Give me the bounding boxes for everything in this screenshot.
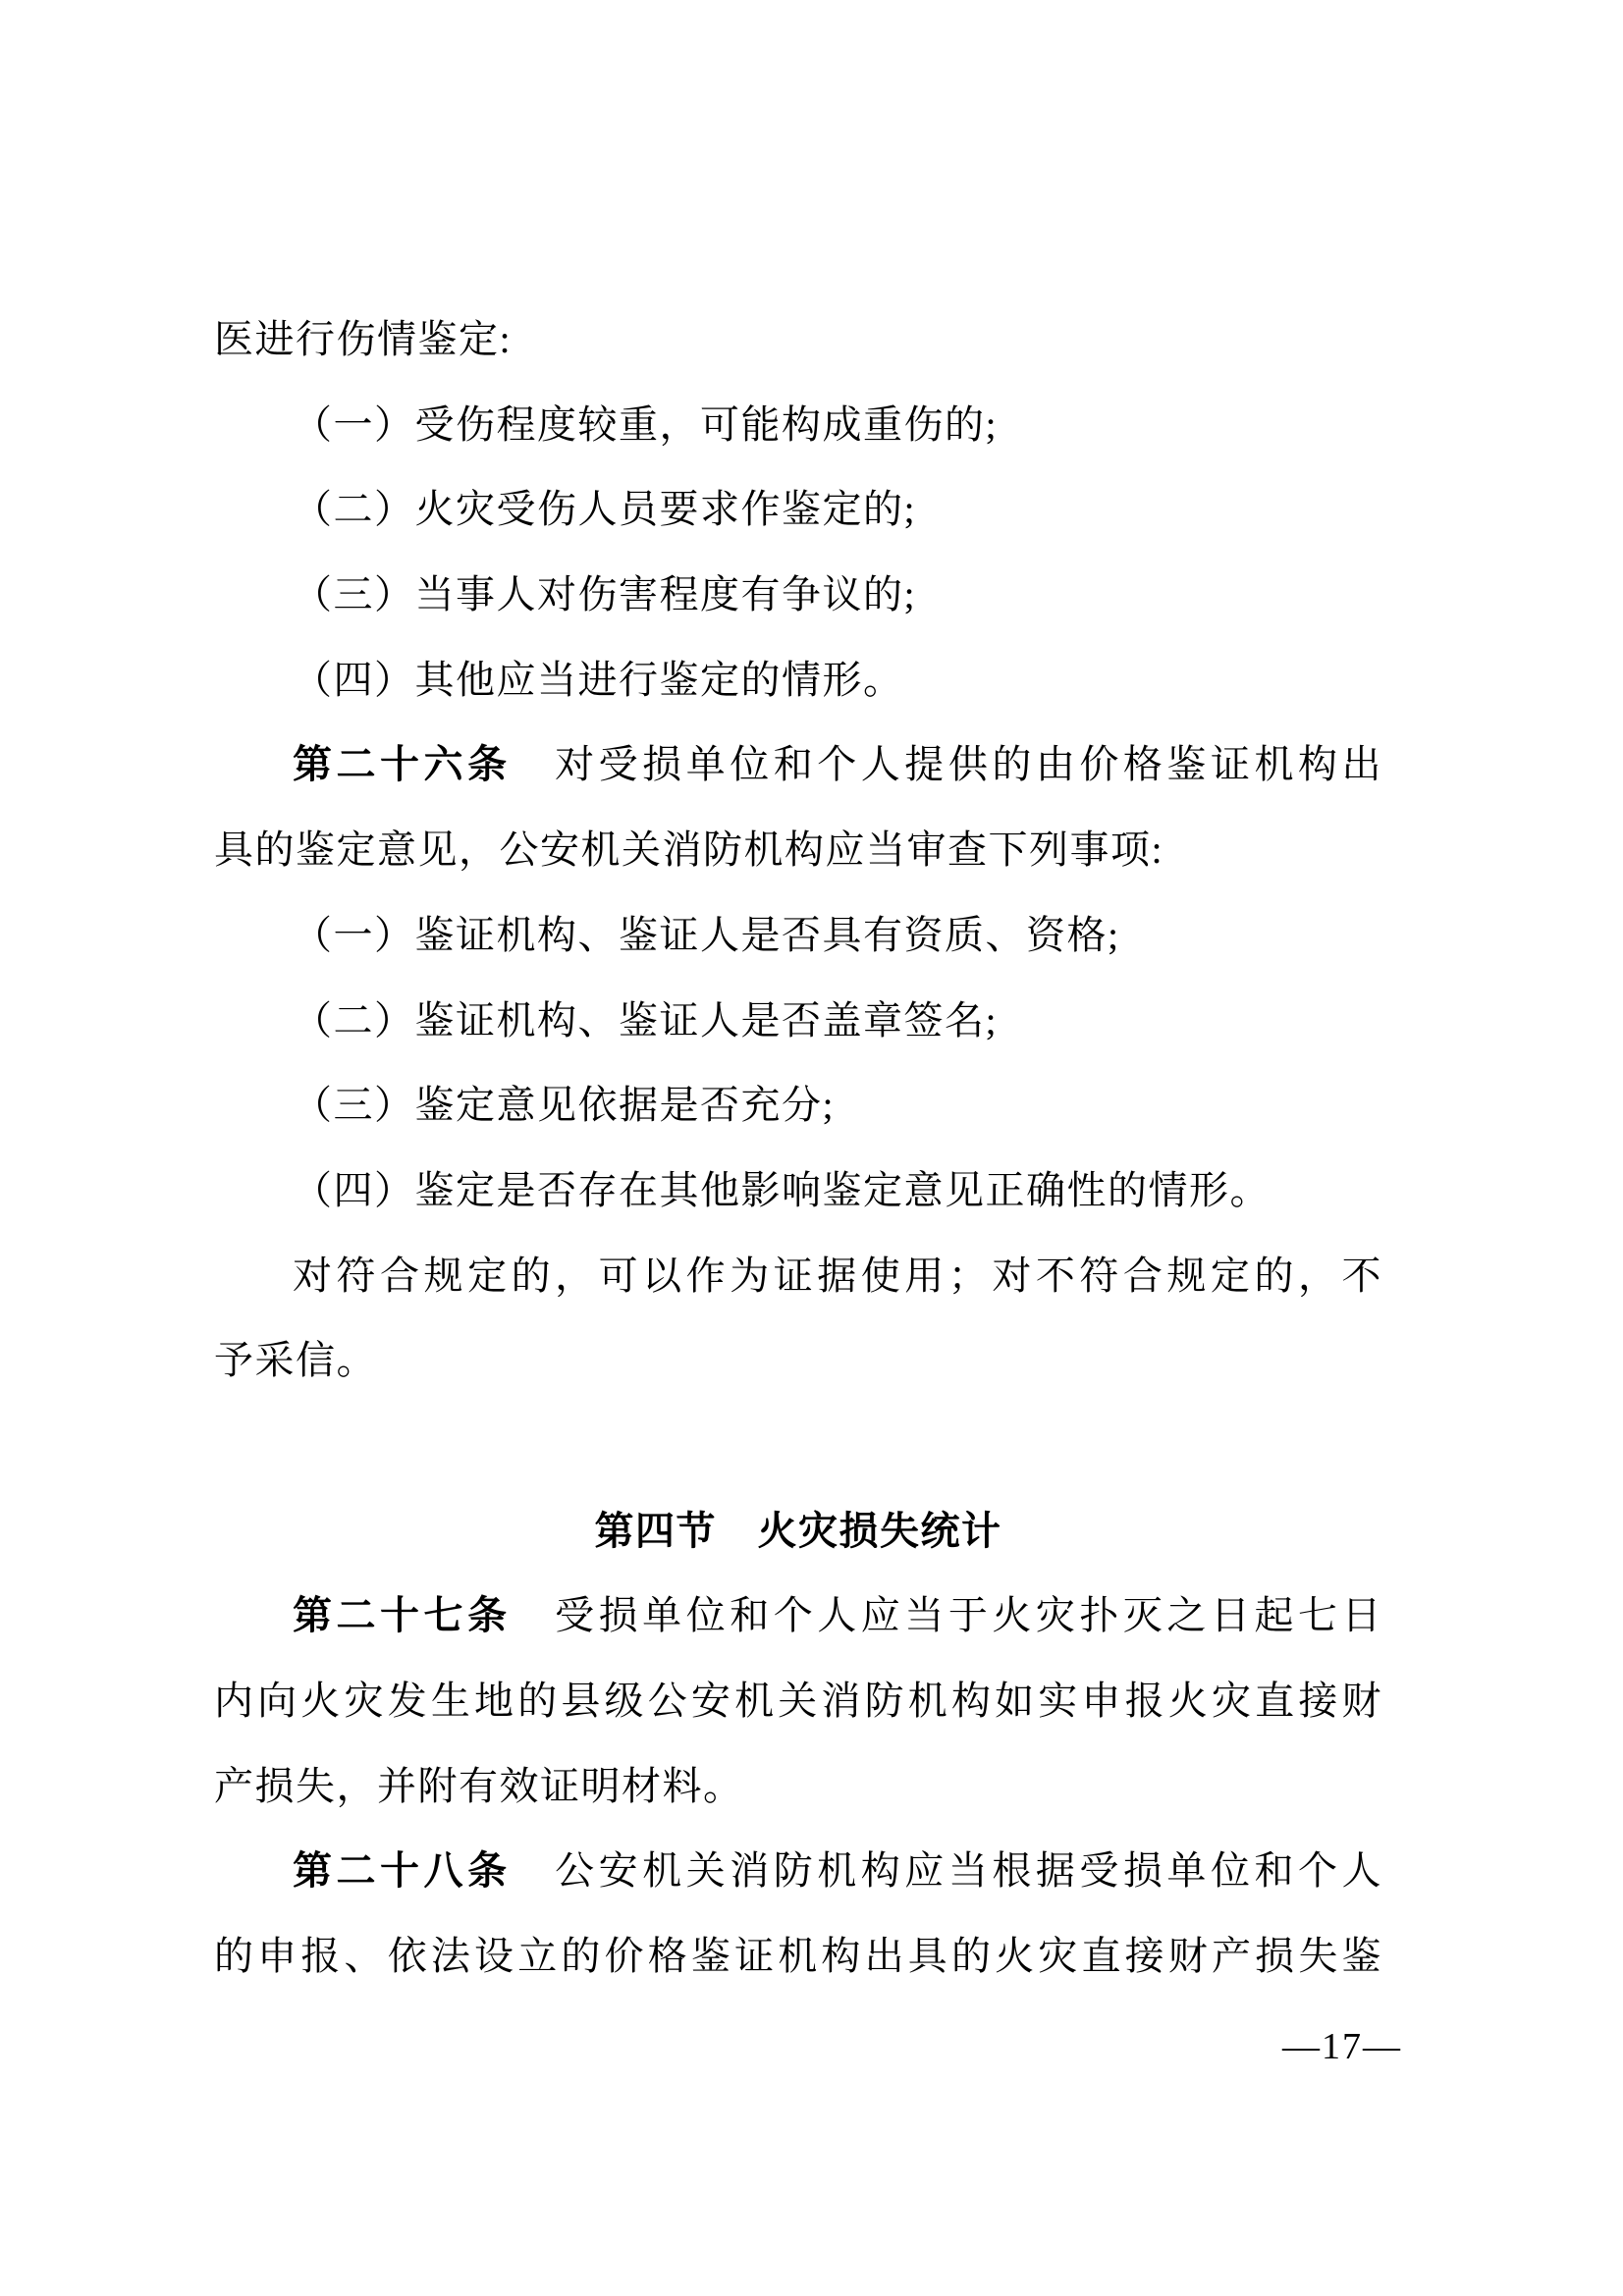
body-text: 予采信。 [214,1338,377,1383]
text-line [214,1063,1382,1148]
section-heading-text: 第四节 火灾损失统计 [594,1509,1002,1553]
article-number: 第二十八条 [293,1849,512,1894]
body-text: （一）鉴证机构、鉴证人是否具有资质、资格; [293,912,1120,957]
section-heading [214,1489,1382,1575]
page-number: —17— [1282,2026,1402,2067]
body-text-block [214,297,1382,2000]
body-text: 对符合规定的，可以作为证据使用；对不符合规定的，不 [293,1253,1382,1298]
text-line [214,979,1382,1064]
text-line [214,1148,1382,1234]
text-line [214,1574,1382,1659]
text-line [214,638,1382,723]
body-text: 医进行伤情鉴定: [214,317,513,361]
text-line [214,1318,1382,1404]
blank-line [214,1404,1382,1489]
body-text: （三）当事人对伤害程度有争议的; [293,572,917,617]
body-text: （三）鉴定意见依据是否充分; [293,1083,836,1128]
body-text: （二）鉴证机构、鉴证人是否盖章签名; [293,997,999,1042]
body-text: （二）火灾受伤人员要求作鉴定的; [293,487,917,532]
article-number: 第二十六条 [293,743,512,787]
body-text: 具的鉴定意见，公安机关消防机构应当审查下列事项: [214,828,1164,873]
body-text: （四）其他应当进行鉴定的情形。 [293,657,904,702]
body-text: 内向火灾发生地的县级公安机关消防机构如实申报火灾直接财 [214,1679,1382,1723]
body-text: 对受损单位和个人提供的由价格鉴证机构出 [511,742,1383,787]
text-line [214,808,1382,893]
body-text: （一）受伤程度较重，可能构成重伤的; [293,401,999,447]
body-text: （四）鉴定是否存在其他影响鉴定意见正确性的情形。 [293,1167,1271,1212]
body-text: 公安机关消防机构应当根据受损单位和个人 [511,1848,1383,1894]
text-line [214,722,1382,808]
text-line [214,893,1382,979]
text-line [214,1914,1382,2000]
text-line [214,1234,1382,1319]
body-text: 的申报、依法设立的价格鉴证机构出具的火灾直接财产损失鉴 [214,1934,1382,1979]
text-line [214,553,1382,638]
text-line [214,1829,1382,1914]
article-number: 第二十七条 [293,1594,512,1638]
text-line [214,1744,1382,1830]
body-text: 产损失，并附有效证明材料。 [214,1763,744,1808]
text-line [214,467,1382,553]
text-line [214,383,1382,468]
text-line [214,297,1382,383]
body-text: 受损单位和个人应当于火灾扑灭之日起七日 [511,1593,1383,1638]
text-line [214,1659,1382,1744]
